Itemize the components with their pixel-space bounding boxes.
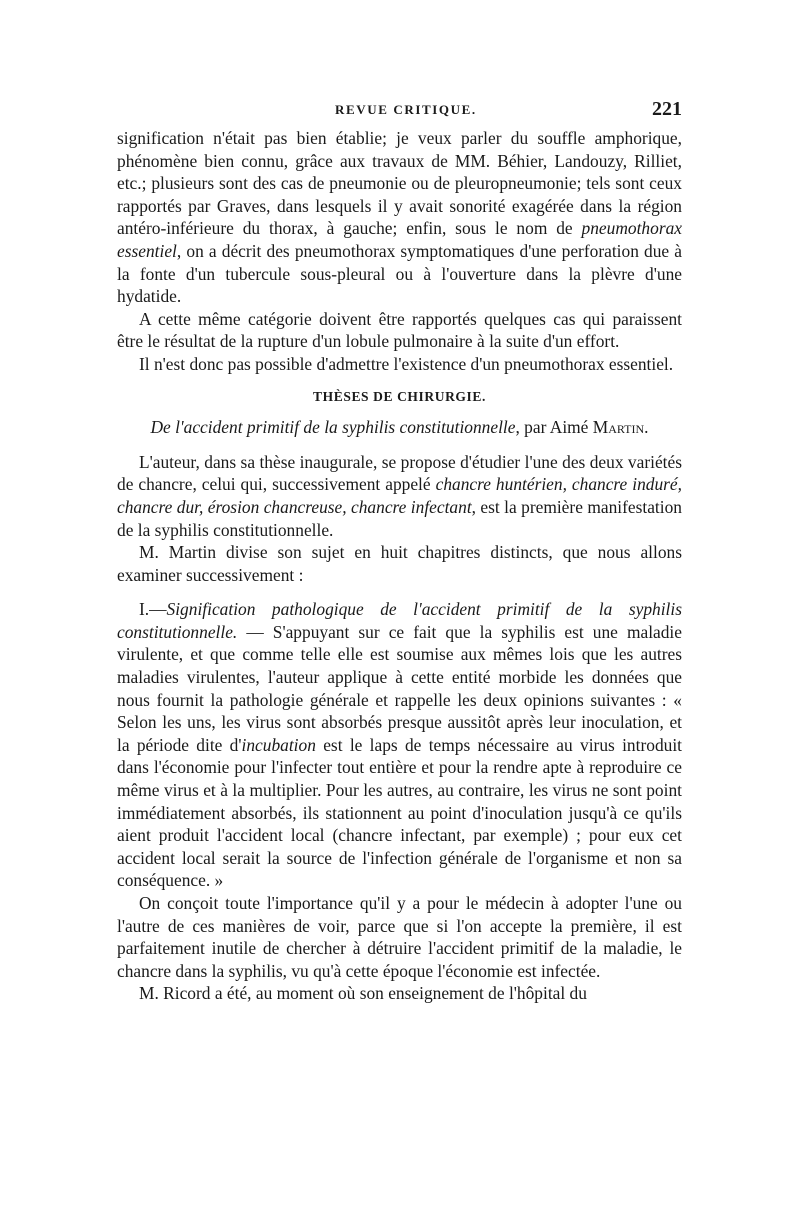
paragraph-importance: On conçoit toute l'importance qu'il y a pour le médecin à adopter l'une ou l'autre de ces manières de voir, parce que si l'on accepte la première, il est parfaitement inutile de chercher à détruire l'accident primitif de la maladie, le chancre dans la syphilis, vu qu'à cette époque l'économie est infectée.: [117, 893, 682, 981]
thesis-author: Martin: [592, 417, 645, 438]
paragraph-text: , on a décrit des pneumothorax symptomatiques d'une perforation due à la fonte d'un tubercule sous-pleural ou à l'ouverture dans la plèvre d'une hydatide.: [117, 240, 682, 307]
running-head: [117, 98, 682, 124]
paragraph-ricord: M. Ricord a été, au moment où son enseignement de l'hôpital du: [139, 983, 587, 1004]
book-page: [117, 0, 682, 1215]
thesis-title-italic: De l'accident primitif de la syphilis constitutionnelle: [150, 417, 516, 438]
paragraph-chapters: M. Martin divise son sujet en huit chapitres distincts, que nous allons examiner successivement :: [117, 542, 682, 585]
thesis-title: [117, 416, 682, 439]
paragraph-conclusion: Il n'est donc pas possible d'admettre l'existence d'un pneumothorax essentiel.: [139, 353, 674, 374]
paragraph-text: L'auteur, dans sa thèse inaugurale, se propose d'étudier l'une des deux variétés de chancre, celui qui, successivement appelé: [117, 451, 682, 495]
chapter-number: I.—: [139, 599, 167, 620]
paragraph-emphasis: pneumothorax essentiel: [117, 218, 682, 261]
paragraph-text: est le laps de temps nécessaire au virus introduit dans l'économie pour l'infecter tout entière et pour la rendre apte à reproduire ce même virus et à la multiplier. Pour les autres, au contraire, les virus ne sont point immédiatement absorbés, ils stationnent au point d'inoculation jusqu'à ce qu'ils aient produit l'accident local (chancre infectant, par exemple) ; pour eux cet accident local serait la source de l'infection générale de l'organisme et non sa conséquence. »: [117, 734, 682, 891]
paragraph-text: — S'appuyant sur ce fait que la syphilis est une maladie virulente, et que comme telle elle est soumise aux mêmes lois que les autres maladies virulentes, l'auteur applique à cette entité morbide les données que nous fournit la pathologie générale et rappelle les deux opinions suivantes : « Selon les uns, les virus sont absorbés presque aussitôt après leur inoculation, et la période dite d': [117, 621, 682, 755]
chapter-title: Signification pathologique de l'accident primitif de la syphilis constitutionnelle.: [117, 599, 682, 642]
paragraph-pneumothorax-causes: [117, 127, 682, 308]
running-title: REVUE CRITIQUE.: [335, 102, 477, 117]
paragraph-same-category: A cette même catégorie doivent être rapportés quelques cas qui paraissent être le résultat de la rupture d'un lobule pulmonaire à la suite d'un effort.: [117, 308, 682, 352]
paragraph-chapter-one: [117, 598, 682, 892]
paragraph-emphasis: chancre huntérien, chancre induré, chancre dur, érosion chancreuse, chancre infectant: [117, 474, 682, 517]
section-heading: THÈSES DE CHIRURGIE.: [313, 388, 486, 404]
page-number: 221: [652, 98, 682, 120]
paragraph-text: , est la première manifestation de la syphilis constitutionnelle.: [117, 496, 682, 540]
paragraph-text: signification n'était pas bien établie; je veux parler du souffle amphorique, phénomène bien connu, grâce aux travaux de MM. Béhier, Landouzy, Rilliet, etc.; plusieurs sont des cas de pneumonie ou de pleuropneumonie; tels sont ceux rapportés par Graves, dans lesquels il y avait sonorité exagérée dans la région antéro-inférieure du thorax, à gauche; enfin, sous le nom de: [117, 128, 682, 239]
paragraph-emphasis: incubation: [241, 734, 316, 755]
thesis-title-by: , par Aimé: [515, 417, 593, 438]
body-text: [117, 127, 682, 1005]
thesis-title-end: .: [644, 417, 649, 438]
paragraph-author-purpose: [117, 451, 682, 541]
